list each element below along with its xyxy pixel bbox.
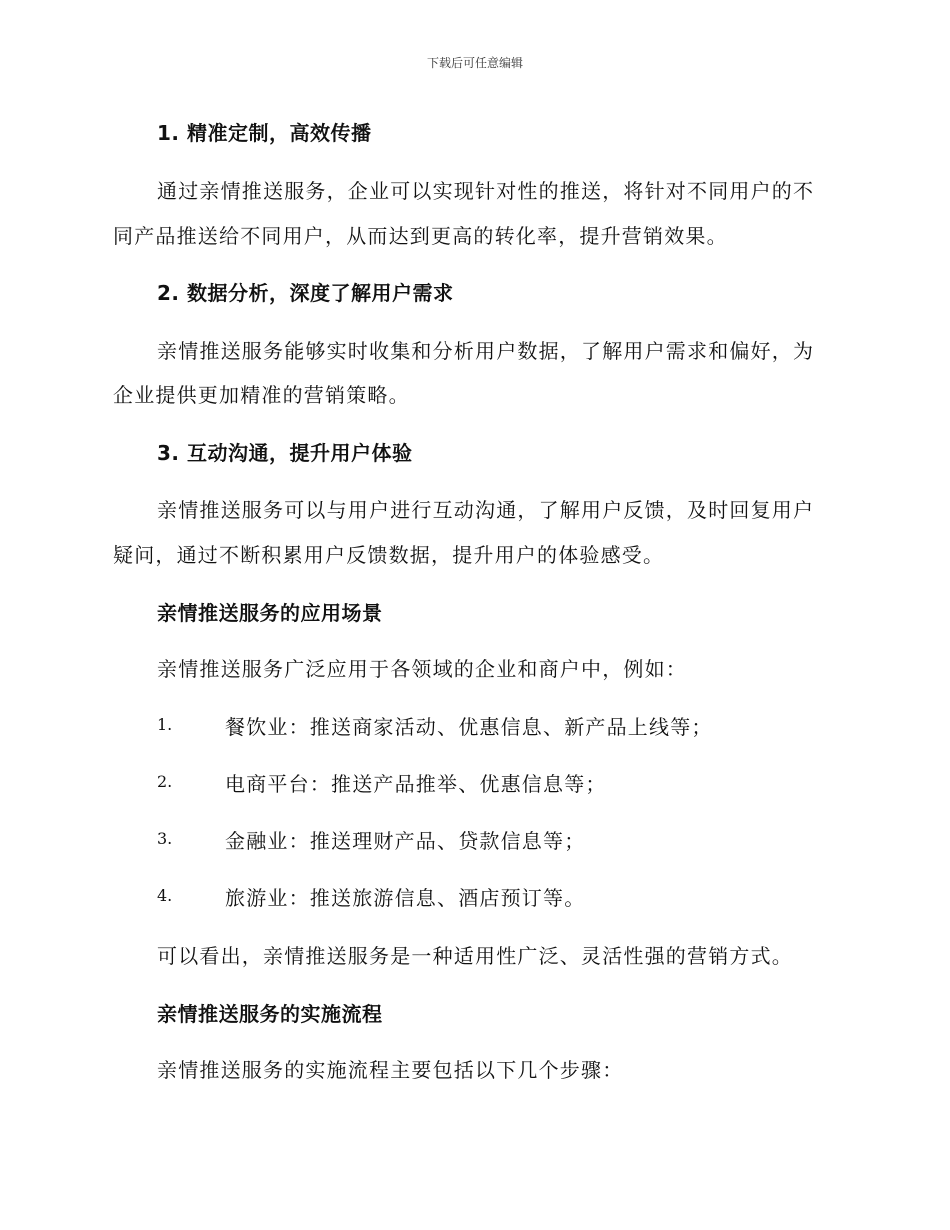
header-note: 下载后可任意编辑 [426,56,523,70]
application-intro: 亲情推送服务广泛应用于各领域的企业和商户中，例如： [157,657,687,681]
list-item-number: 3. [157,829,173,848]
list-item-text: 餐饮业：推送商家活动、优惠信息、新产品上线等； [225,715,713,739]
section-1-paragraph-line-1: 通过亲情推送服务，企业可以实现针对性的推送，将针对不同用户的不 [157,179,815,203]
section-2-heading: 2. 数据分析，深度了解用户需求 [157,281,454,305]
implementation-heading: 亲情推送服务的实施流程 [157,1002,383,1026]
list-item-text: 金融业：推送理财产品、贷款信息等； [225,829,586,853]
implementation-intro: 亲情推送服务的实施流程主要包括以下几个步骤： [157,1058,624,1082]
list-item-number: 1. [157,715,173,734]
list-item-text: 旅游业：推送旅游信息、酒店预订等。 [225,886,586,910]
list-item-text: 电商平台：推送产品推举、优惠信息等； [225,772,607,796]
section-3-paragraph-line-1: 亲情推送服务可以与用户进行互动沟通，了解用户反馈，及时回复用户 [157,498,815,522]
list-item-number: 4. [157,886,173,905]
application-heading: 亲情推送服务的应用场景 [157,601,383,625]
section-1-paragraph-line-2: 同产品推送给不同用户，从而达到更高的转化率，提升营销效果。 [113,224,728,248]
list-item-number: 2. [157,772,173,791]
application-conclusion: 可以看出，亲情推送服务是一种适用性广泛、灵活性强的营销方式。 [157,944,793,968]
section-2-paragraph-line-1: 亲情推送服务能够实时收集和分析用户数据，了解用户需求和偏好，为 [157,339,815,363]
section-2-paragraph-line-2: 企业提供更加精准的营销策略。 [113,383,410,407]
section-3-heading: 3. 互动沟通，提升用户体验 [157,441,413,465]
section-1-heading: 1. 精准定制，高效传播 [157,121,372,145]
section-3-paragraph-line-2: 疑问，通过不断积累用户反馈数据，提升用户的体验感受。 [113,543,665,567]
